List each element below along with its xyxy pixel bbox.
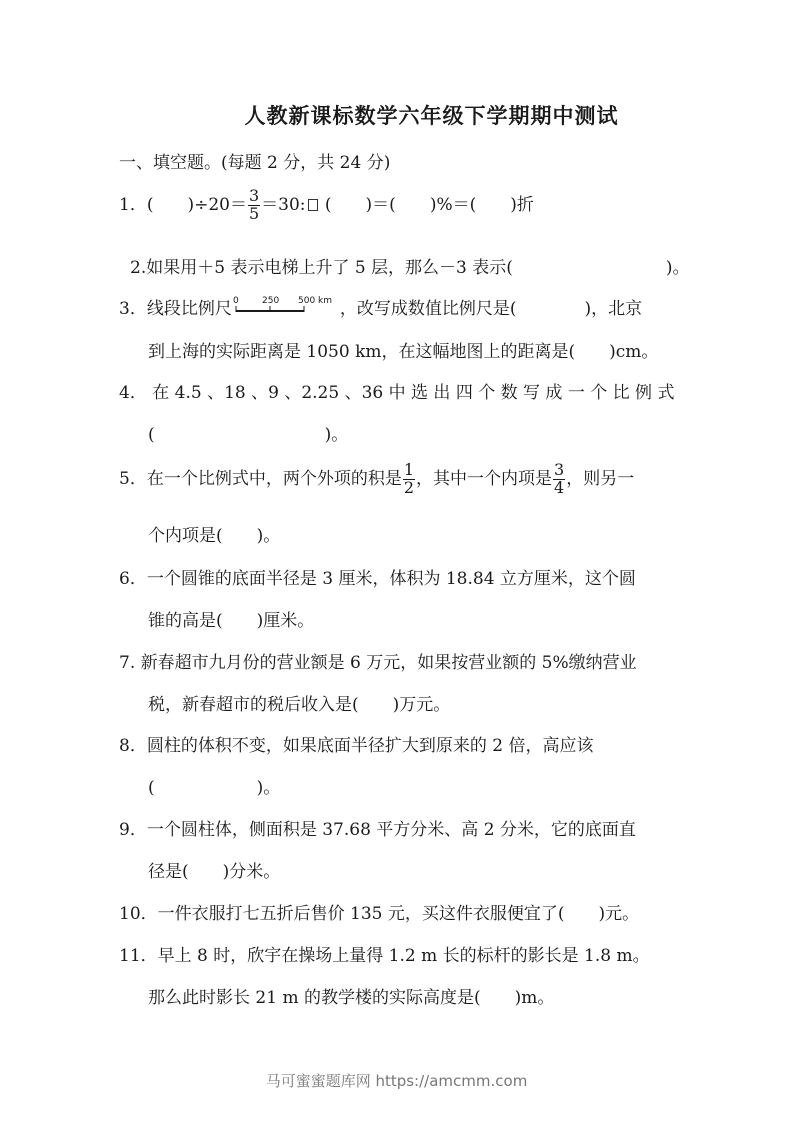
q5-part-b: ，其中一个内项是 [416, 468, 553, 489]
q3-part-b: ，改写成数值比例尺是( )，北京 [339, 299, 643, 319]
q5-part-c: ，则另一 [566, 468, 635, 489]
question-1 [119, 188, 534, 223]
scale-label-500km: 500 km [297, 296, 332, 306]
question-8: 8．圆柱的体积不变，如果底面半径扩大到原来的 2 倍，高应该 [119, 736, 594, 756]
page-title: 人教新课标数学六年级下学期期中测试 [244, 103, 619, 128]
q1-fraction [248, 188, 260, 223]
scale-label-0: 0 [232, 296, 239, 306]
blank-box-icon [308, 199, 318, 211]
question-10: 10．一件衣服打七五折后售价 135 元，买这件衣服便宜了( )元。 [119, 904, 640, 924]
q1-frac-num: 3 [248, 186, 260, 205]
question-5-line-2: 个内项是( )。 [148, 526, 281, 546]
question-4: 4． 在 4.5 、18 、9 、2.25 、36 中 选 出 四 个 数 写 成 一 个 比 例 式 [119, 383, 675, 403]
q3-part-a: 3．线段比例尺 [119, 299, 232, 319]
q5-frac2-num: 3 [554, 460, 565, 479]
question-5 [119, 462, 634, 497]
question-9: 9．一个圆柱体，侧面积是 37.68 平方分米、高 2 分米，它的底面直 [119, 820, 636, 840]
q1-part-a: 1．( )÷20＝ [119, 194, 247, 215]
q5-fraction-2 [553, 462, 565, 497]
q5-frac1-den: 2 [403, 477, 415, 497]
q5-fraction-1 [403, 462, 415, 497]
question-4-line-2: ( )。 [148, 425, 349, 445]
section-heading: 一、填空题。(每题 2 分，共 24 分) [119, 153, 391, 173]
q1-frac-den: 5 [248, 203, 260, 223]
q5-frac1-num: 1 [403, 460, 415, 479]
question-11-line-2: 那么此时影长 21 m 的教学楼的实际高度是( )m。 [148, 988, 555, 1008]
footer-watermark: 马可蜜蜜题库网 https://amcmm.com [265, 1072, 528, 1090]
question-7: 7. 新春超市九月份的营业额是 6 万元，如果按营业额的 5%缴纳营业 [119, 653, 637, 673]
question-6-line-2: 锥的高是( )厘米。 [148, 611, 315, 631]
question-3 [119, 294, 642, 319]
question-9-line-2: 径是( )分米。 [148, 862, 281, 882]
question-2: 2.如果用＋5 表示电梯上升了 5 层，那么－3 表示( )。 [130, 258, 690, 278]
question-8-line-2: ( )。 [148, 778, 281, 798]
q5-frac2-den: 4 [554, 477, 565, 497]
q5-part-a: 5．在一个比例式中，两个外项的积是 [119, 468, 402, 489]
question-3-line-2: 到上海的实际距离是 1050 km，在这幅地图上的距离是( )cm。 [148, 342, 659, 362]
question-11: 11．早上 8 时，欣宇在操场上量得 1.2 m 长的标杆的影长是 1.8 m。 [119, 946, 650, 966]
scale-label-250: 250 [261, 296, 280, 306]
question-7-line-2: 税，新春超市的税后收入是( )万元。 [148, 695, 451, 715]
q1-part-b: ＝30: [261, 194, 306, 215]
line-scale-diagram [232, 294, 340, 316]
question-6: 6．一个圆锥的底面半径是 3 厘米，体积为 18.84 立方厘米，这个圆 [119, 569, 636, 589]
q1-part-c: ( )＝( )%＝( )折 [319, 194, 534, 215]
